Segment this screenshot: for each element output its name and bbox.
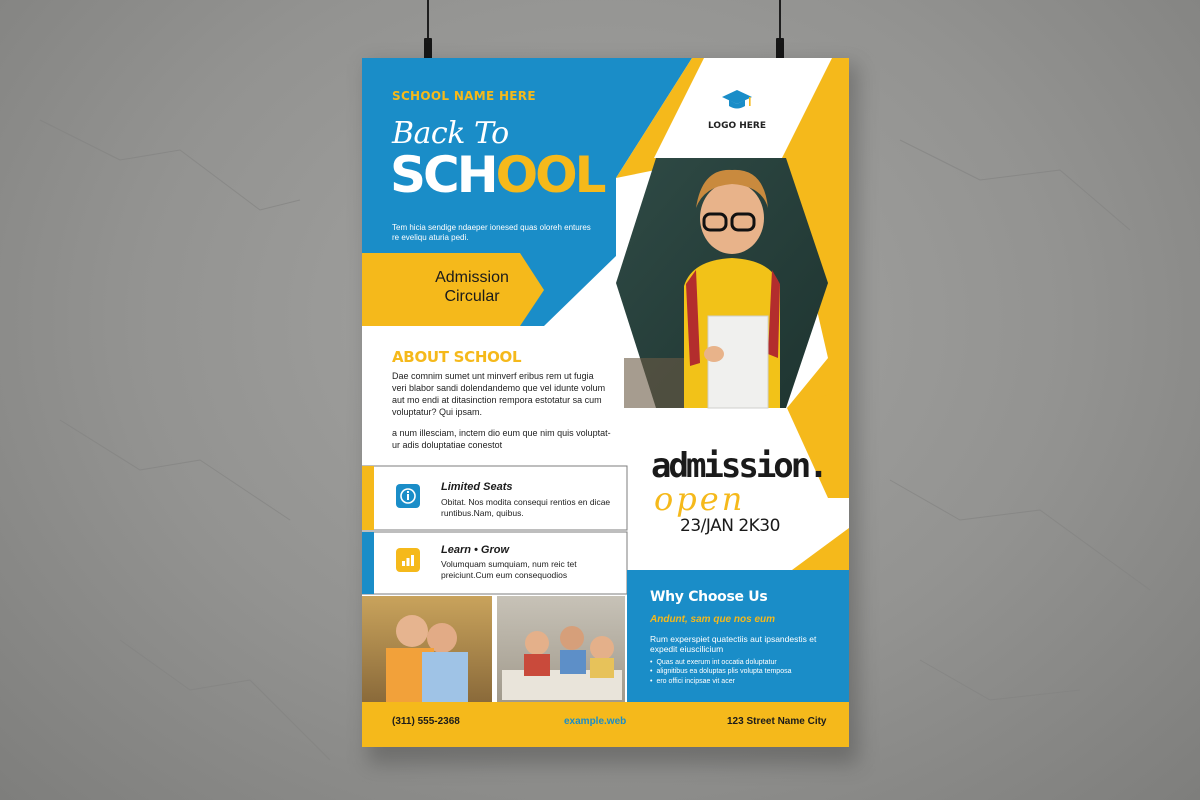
logo [702,88,772,131]
why-choose-heading: Why Choose Us [650,589,768,605]
list-item: • ero offici incipsae vit acer [650,677,830,686]
admission-circular-label [382,268,562,306]
footer-website: example.web [564,716,627,727]
footer-address: 123 Street Name City [727,716,827,727]
hero-photo [616,158,828,408]
growth-chart-icon [396,548,420,572]
title-school-white: SCH [390,146,496,204]
feature-learn-grow [362,532,627,590]
admission-circular-line2: Circular [444,288,500,306]
logo-text: LOGO HERE [708,121,766,131]
title-back-to: Back To [392,116,509,151]
list-item: • Quas aut exerum int occatia doluptatur [650,658,830,667]
why-choose-subheading: Andunt, sam que nos eum [650,614,776,625]
title-school [390,146,604,204]
graduation-cap-icon [721,88,753,112]
about-paragraph-1: Dae comnim sumet unt minverf eribus rem ut fugia veri blabor sandi dolendandemo que vel idunte volum aut mo endi at ditasinction rempora estotatur sa cum voluptatur? Qui ipsam. [392,371,606,417]
why-choose-yellow-corner [792,528,849,570]
admission-circular-line1: Admission [435,269,509,286]
kids-hug-photo [362,596,492,702]
info-icon [396,484,420,508]
admission-open-script: open [654,480,746,518]
school-name: SCHOOL NAME HERE [392,89,536,103]
why-choose-paragraph: Rum experspiet quatectiis aut ipsandestis et expedit eiuscilicium [650,634,817,655]
about-heading: ABOUT SCHOOL [392,348,522,366]
title-school-yellow: OOL [495,146,604,204]
feature-limited-seats [362,466,627,524]
kids-classroom-photo [497,596,625,702]
admission-word: admission. [651,446,826,486]
feature-description: Obitat. Nos modita consequi rentios en dicae runtibus.Nam, quibus. [441,497,611,518]
footer-phone: (311) 555-2368 [392,716,460,727]
list-item: • alignitibus ea doluptas plis volupta temposa [650,667,830,676]
feature-description: Volumquam sumquiam, num reic tet preiciunt.Cum eum consequodios [441,559,577,580]
intro-text: Tem hicia sendige ndaeper ionesed quas oloreh entures re eveliqu aturia pedi. [392,223,591,242]
poster [362,58,849,747]
feature-title: Learn • Grow [441,544,510,556]
feature-title: Limited Seats [441,481,513,493]
admission-date: 23/JAN 2K30 [680,516,780,536]
about-paragraph-2: a num illesciam, inctem dio eum que nim quis voluptat- ur adis doluptatiae conestot [392,428,611,450]
why-choose-list [650,658,830,686]
hanging-wire-left [427,0,429,40]
hanging-wire-right [779,0,781,40]
